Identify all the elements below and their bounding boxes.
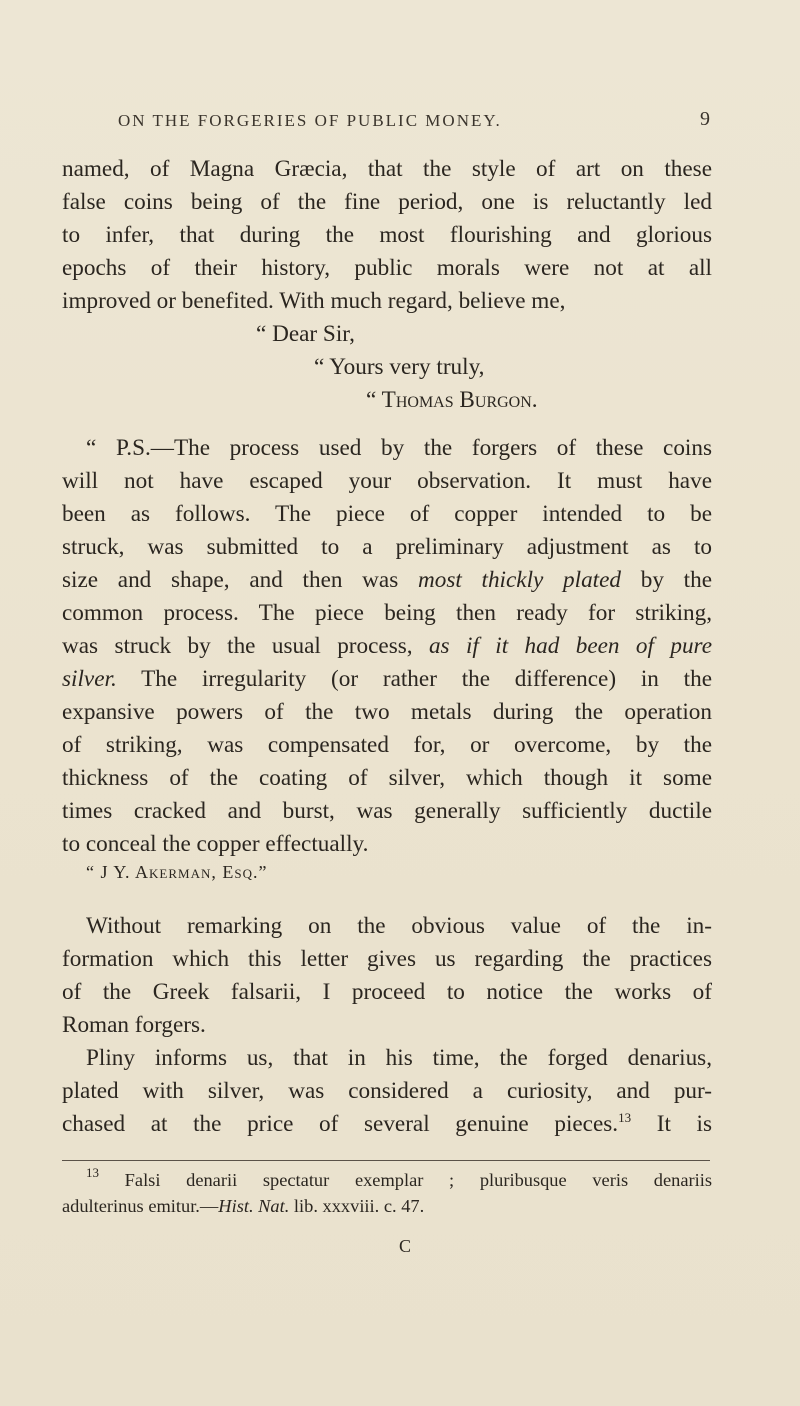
running-title: ON THE FORGERIES OF PUBLIC MONEY.: [118, 111, 502, 130]
text-span: It is: [631, 1111, 712, 1137]
text-line: improved or benefited. With much regard, believe me,: [62, 288, 566, 314]
closing: “ Yours very truly,: [314, 354, 485, 380]
text-span: by the: [621, 567, 712, 593]
text-span: The irregularity (or rather the difference) in the: [116, 666, 712, 692]
text-line: to conceal the copper effectually.: [62, 831, 369, 857]
text-line: Without remarking on the obvious value of the in-: [86, 913, 712, 939]
salutation: “ Dear Sir,: [256, 321, 355, 347]
text-line: been as follows. The piece of copper intended to be: [62, 501, 712, 527]
text-line: Roman forgers.: [62, 1012, 206, 1038]
text-line: thickness of the coating of silver, which though it some: [62, 765, 712, 791]
text-line: named, of Magna Græcia, that the style of art on these: [62, 156, 712, 182]
text-span: chased at the price of several genuine pieces.: [62, 1111, 619, 1137]
text-line: expansive powers of the two metals during the operation: [62, 699, 712, 725]
page-number: 9: [700, 108, 710, 130]
text-span: adulterinus emitur.—: [62, 1196, 219, 1216]
text-line: of the Greek falsarii, I proceed to notice the works of: [62, 979, 712, 1005]
text-line: [62, 564, 712, 597]
text-line: false coins being of the fine period, one is reluctantly led: [62, 189, 712, 215]
signature: “ Thomas Burgon.: [366, 387, 538, 413]
text-span: Falsi denarii spectatur exemplar ; pluribusque veris denariis: [99, 1170, 712, 1190]
text-span: was struck by the usual process,: [62, 633, 429, 659]
footnote-line: [86, 1165, 712, 1192]
footnote-line: [62, 1194, 712, 1218]
text-line: will not have escaped your observation. It must have: [62, 468, 712, 494]
text-line: of striking, was compensated for, or overcome, by the: [62, 732, 712, 758]
text-line: “ P.S.—The process used by the forgers of these coins: [86, 435, 712, 461]
text-line: formation which this letter gives us regarding the practices: [62, 946, 712, 972]
italic-span: most thickly plated: [417, 567, 622, 593]
text-line: [62, 663, 712, 696]
text-line: common process. The piece being then ready for striking,: [62, 600, 712, 626]
text-line: plated with silver, was considered a curiosity, and pur-: [62, 1078, 712, 1104]
text-line: times cracked and burst, was generally sufficiently ductile: [62, 798, 712, 824]
text-line: struck, was submitted to a preliminary adjustment as to: [62, 534, 712, 560]
italic-span: as if it had been of pure: [428, 633, 712, 659]
text-line: [62, 630, 712, 663]
addressee: “ J Y. Akerman, Esq.”: [86, 862, 268, 882]
text-line: epochs of their history, public morals were not at all: [62, 255, 712, 281]
text-line: [62, 1108, 712, 1141]
text-line: Pliny informs us, that in his time, the forged denarius,: [86, 1045, 712, 1071]
text-span: size and shape, and then was: [62, 567, 418, 593]
footnote-rule: [62, 1160, 710, 1161]
italic-span: silver.: [62, 666, 117, 692]
signature-mark: C: [399, 1236, 412, 1256]
footnote-marker: 13: [86, 1165, 99, 1180]
footnote-reference: 13: [618, 1110, 632, 1125]
italic-span: Hist. Nat.: [218, 1196, 290, 1216]
text-span: lib. xxxviii. c. 47.: [289, 1196, 425, 1216]
text-line: to infer, that during the most flourishing and glorious: [62, 222, 712, 248]
